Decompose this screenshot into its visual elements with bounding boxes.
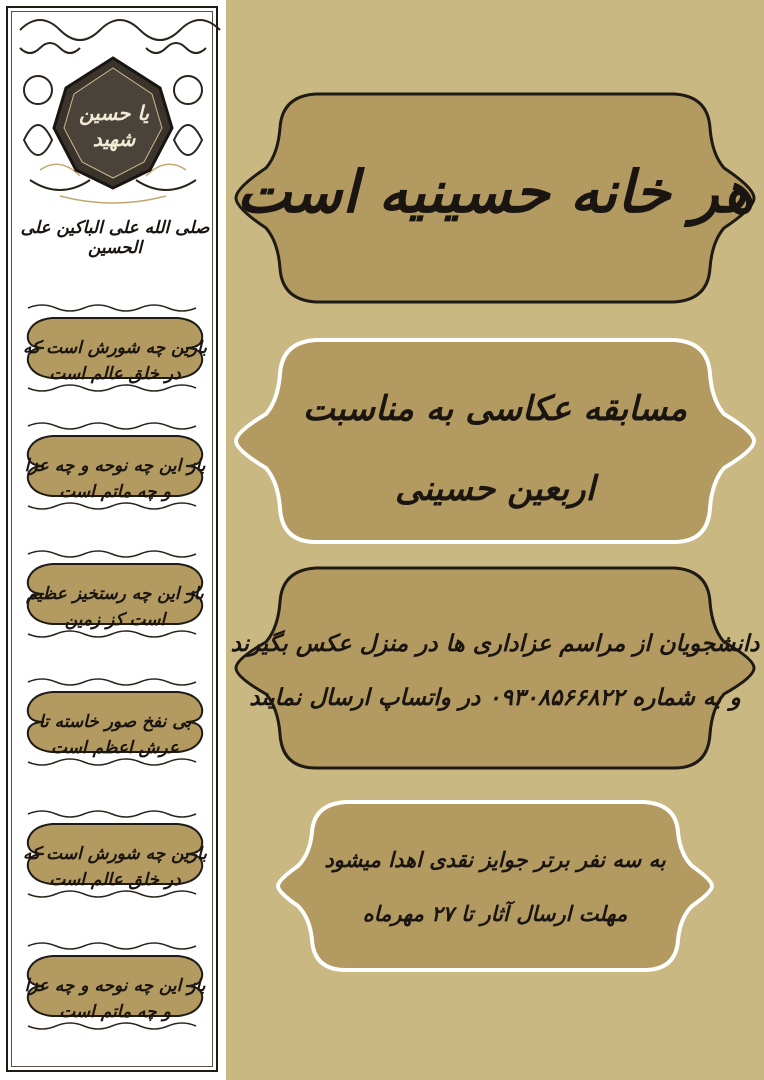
banner-1 <box>22 300 208 396</box>
banner-5-text: بازین چه شورش است که در خلق عالم است <box>23 844 207 890</box>
banner-3 <box>22 546 208 642</box>
banner-4-text: بی نفخ صور خاسته تا عرش اعظم است <box>38 712 192 758</box>
prize-line-2: مهلت ارسال آثار تا ۲۷ مهرماه <box>362 901 628 926</box>
banner-6-text: باز این چه نوحه و چه عزا و چه ماتم است <box>24 976 206 1022</box>
banner-4 <box>22 674 208 770</box>
subtitle-plaque <box>226 334 764 548</box>
page-title: هر خانه حسینیه است <box>236 158 754 226</box>
left-ornamental-strip <box>0 0 226 1080</box>
banner-2 <box>22 418 208 514</box>
banner-5 <box>22 806 208 902</box>
medallion-calligraphy: یا حسین شهید <box>78 101 150 151</box>
banner-3-text: باز این چه رستخیز عظیم است کز زمین <box>26 584 204 630</box>
banner-1-text: بازین چه شورش است که در خلق عالم است <box>23 338 207 384</box>
subtitle-line-1: مسابقه عکاسی به مناسبت <box>302 389 688 429</box>
instructions-plaque <box>226 562 764 774</box>
prize-plaque <box>226 796 764 976</box>
instructions-line-2: و به شماره ۰۹۳۰۸۵۶۶۸۲۲ در واتساپ ارسال نمایند <box>249 684 741 711</box>
salawat-calligraphy: صلی الله علی الباکین علی الحسین <box>20 218 210 258</box>
instructions-line-1: دانشجویان از مراسم عزاداری ها در منزل عکس بگیرند <box>230 630 760 657</box>
banner-6 <box>22 938 208 1034</box>
title-plaque <box>226 88 764 308</box>
banner-2-text: باز این چه نوحه و چه عزا و چه ماتم است <box>24 456 206 502</box>
subtitle-line-2: اربعین حسینی <box>395 469 595 509</box>
prize-line-1: به سه نفر برتر جوایز نقدی اهدا میشود <box>324 847 666 872</box>
